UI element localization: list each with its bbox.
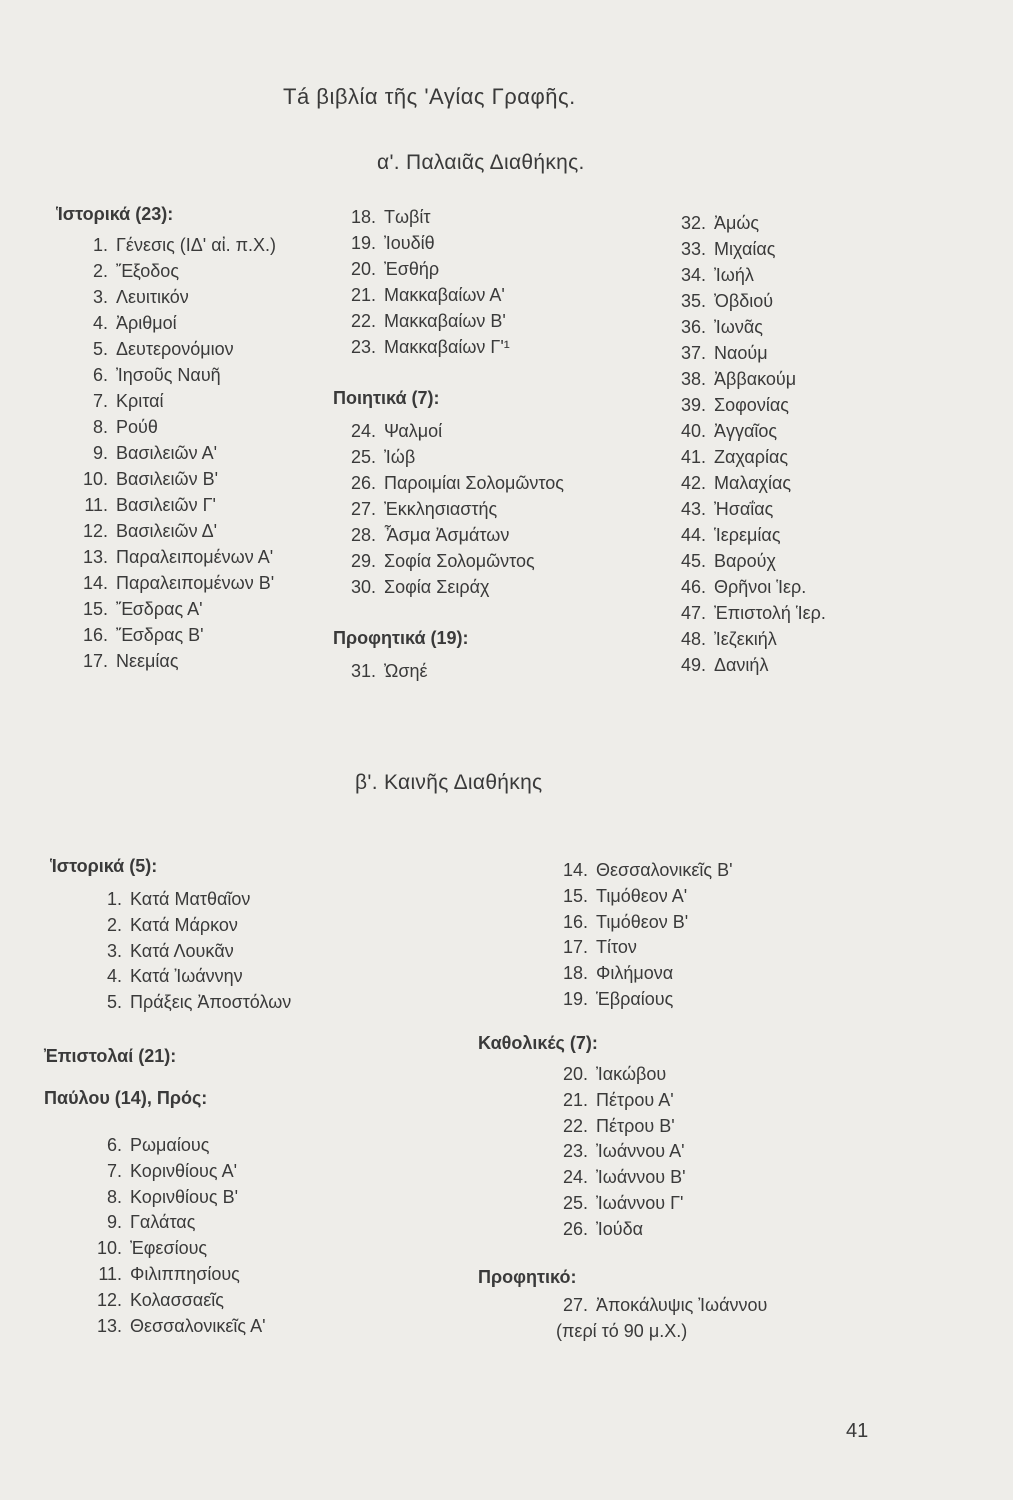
book-number: 4. [106,966,122,987]
book-entry [662,340,826,366]
ot-historical-label: Ἱστορικά (23): [56,204,174,224]
book-name: Ἰεζεκιήλ [714,629,777,649]
book-number: 17. [562,937,588,958]
book-entry [540,1191,686,1217]
book-name: Ἰωνᾶς [714,317,763,337]
book-name: Τιμόθεον Β' [596,911,689,932]
book-name: Ἠσαΐας [714,499,774,519]
book-entry [78,990,291,1016]
book-number: 1. [92,235,108,255]
book-number: 30. [350,577,376,597]
page-number: 41 [846,1420,869,1442]
book-entry [332,334,510,360]
book-entry [540,1217,686,1243]
book-entry [540,961,733,987]
book-entry [662,496,826,522]
book-entry [662,626,826,652]
book-entry [662,574,826,600]
book-number: 36. [680,317,706,337]
book-number: 6. [106,1135,122,1155]
book-name: Ζαχαρίας [714,447,789,467]
book-number: 25. [562,1192,588,1213]
book-number: 2. [106,914,122,935]
book-entry [662,236,826,262]
nt-catholic-list [540,1062,686,1243]
book-entry [78,887,291,913]
book-number: 21. [350,285,376,305]
book-entry [64,492,276,518]
book-entry [662,444,826,470]
book-number: 4. [92,313,108,333]
ot-heading: α'. Παλαιᾶς Διαθήκης. [377,151,585,174]
book-name: Σοφονίας [714,395,789,415]
book-entry [64,648,276,674]
book-number: 23. [350,337,376,357]
book-number: 15. [562,885,588,906]
book-name: Βασιλειῶν Β' [116,469,219,489]
book-number: 32. [680,213,706,233]
book-entry [64,388,276,414]
book-name: Ἐπιστολή Ἱερ. [714,603,826,623]
book-name: Ὠσηέ [384,661,428,681]
book-entry [332,548,564,574]
nt-historical-list [78,887,291,1016]
book-entry [662,288,826,314]
book-number: 18. [562,963,588,984]
book-entry [64,570,276,596]
nt-paul-right-list [540,858,733,1013]
book-entry [78,1210,266,1236]
book-name: Βασιλειῶν Α' [116,443,218,463]
book-entry [78,964,291,990]
book-entry [662,600,826,626]
book-name: Πράξεις Ἀποστόλων [130,992,292,1013]
book-number: 11. [84,495,108,515]
book-number: 19. [350,233,376,253]
book-number: 6. [92,365,108,385]
book-number: 14. [82,573,108,593]
book-name: Βασιλειῶν Γ' [116,495,216,515]
book-number: 9. [106,1212,122,1233]
book-number: 47. [680,603,706,623]
book-name: Κατά Μάρκον [130,914,238,935]
nt-prophetic-label: Προφητικό: [478,1267,577,1287]
book-name: Ἰούδα [596,1218,644,1239]
book-entry [64,466,276,492]
book-name: Ὀβδιού [714,291,774,311]
book-entry [78,939,291,965]
book-name: Νεεμίας [116,651,179,671]
book-number: 29. [350,551,376,571]
book-entry [64,362,276,388]
book-entry [662,418,826,444]
book-entry [332,204,510,230]
book-name: Πέτρου Α' [596,1089,674,1110]
book-name: Κατά Ἰωάννην [130,966,243,987]
book-name: Ἰωάννου Α' [596,1141,685,1162]
book-entry [64,544,276,570]
book-name: Ἆσμα Ἀσμάτων [384,525,510,545]
book-name: Βαρούχ [714,551,776,571]
book-name: Φιλήμονα [596,963,674,984]
book-number: 12. [96,1289,122,1310]
nt-catholic-label: Καθολικές (7): [478,1033,598,1053]
book-entry [540,1088,686,1114]
book-name: Κριταί [116,391,164,411]
book-number: 38. [680,369,706,389]
book-entry [78,1262,266,1288]
ot-col2-poetic-list [332,418,564,600]
book-name: Μαλαχίας [714,473,792,493]
book-entry [662,366,826,392]
book-name: Ἀριθμοί [116,313,177,333]
book-entry [64,414,276,440]
book-name: Ἰακώβου [596,1064,667,1084]
book-name: Παραλειπομένων Β' [116,573,275,593]
book-name: Σοφία Σολομῶντος [384,551,535,571]
book-entry [332,444,564,470]
book-entry [332,282,510,308]
book-entry [662,210,826,236]
book-number: 46. [680,577,706,597]
book-number: 42. [680,473,706,493]
book-number: 40. [680,421,706,441]
book-number: 14. [562,860,588,880]
book-number: 11. [98,1263,122,1284]
book-name: Ἑβραίους [596,988,674,1009]
book-name: Φιλιππησίους [130,1263,240,1284]
book-entry [332,418,564,444]
book-name: Ἰωήλ [714,265,754,285]
book-number: 8. [92,417,108,437]
book-entry [332,470,564,496]
book-number: 7. [106,1160,122,1181]
book-entry [540,935,733,961]
nt-paul-label: Παύλου (14), Πρός: [44,1088,208,1108]
book-name: Ἀμώς [714,213,760,233]
book-number: 12. [82,521,108,541]
book-number: 37. [680,343,706,363]
book-name: Ἔσδρας Β' [116,625,204,645]
page-title: Tá βιβλία τῆς 'Αγίας Γραφῆς. [283,84,576,109]
book-entry [332,496,564,522]
book-entry [78,1288,266,1314]
book-name: Βασιλειῶν Δ' [116,521,218,541]
book-entry [78,1314,266,1340]
book-number: 17. [82,651,108,671]
book-name: Μακκαβαίων Γ'¹ [384,337,510,357]
book-entry [540,1062,686,1088]
nt-epistles-label: Ἐπιστολαί (21): [44,1046,177,1066]
book-name: Ἐκκλησιαστής [384,499,498,519]
book-entry [64,232,276,258]
book-entry [540,1293,767,1319]
book-number: 19. [562,988,588,1009]
book-entry [332,230,510,256]
book-entry [332,308,510,334]
book-number: 16. [562,911,588,932]
book-number: 3. [106,940,122,961]
nt-heading: β'. Καινῆς Διαθήκης [355,771,543,794]
nt-prophetic-note: (περί τό 90 μ.Χ.) [556,1321,688,1341]
book-entry [78,1133,266,1159]
book-entry [540,1165,686,1191]
book-name: Ψαλμοί [384,421,443,441]
book-name: Ἐσθήρ [384,259,440,279]
nt-paul-left-list [78,1133,266,1339]
book-number: 5. [92,339,108,359]
book-name: Κατά Ματθαῖον [130,889,251,909]
book-number: 24. [562,1167,588,1188]
book-number: 16. [82,625,108,645]
book-number: 39. [680,395,706,415]
book-number: 13. [96,1315,122,1336]
book-number: 15. [82,599,108,619]
book-name: Ἰώβ [384,447,416,467]
book-entry [332,522,564,548]
book-entry [64,284,276,310]
book-name: Ἰουδίθ [384,233,435,253]
ot-prophetic-label: Προφητικά (19): [333,628,469,648]
book-name: Ἔξοδος [116,261,179,281]
book-number: 31. [350,661,376,681]
book-number: 43. [680,499,706,519]
book-name: Ἰωάννου Γ' [596,1192,684,1213]
book-name: Γαλάτας [130,1212,196,1233]
nt-historical-label: Ἱστορικά (5): [50,856,158,876]
book-name: Κορινθίους Α' [130,1160,238,1181]
book-entry [78,1159,266,1185]
book-name: Δευτερονόμιον [116,339,234,359]
book-entry [540,884,733,910]
book-number: 13. [82,547,108,567]
book-name: Τιμόθεον Α' [596,885,688,906]
book-name: Κορινθίους Β' [130,1186,239,1207]
book-name: Δανιήλ [714,655,769,675]
book-entry [662,522,826,548]
book-number: 9. [92,443,108,463]
book-number: 44. [680,525,706,545]
book-number: 27. [350,499,376,519]
book-name: Τωβίτ [384,207,431,227]
book-entry [64,336,276,362]
book-entry [64,596,276,622]
book-name: Ἐφεσίους [130,1238,208,1259]
book-name: Ἰησοῦς Ναυῆ [116,365,221,385]
book-entry [78,913,291,939]
book-number: 20. [350,259,376,279]
book-entry [332,574,564,600]
book-name: Ἰωάννου Β' [596,1167,686,1188]
book-entry [540,910,733,936]
book-name: Θρῆνοι Ἱερ. [714,577,807,597]
book-name: Ἀγγαῖος [714,421,778,441]
book-name: Μακκαβαίων Α' [384,285,505,305]
book-number: 10. [82,469,108,489]
book-entry [540,858,733,884]
book-number: 18. [350,207,376,227]
book-entry [540,1139,686,1165]
book-number: 7. [92,391,108,411]
book-name: Σοφία Σειράχ [384,577,490,597]
book-entry [64,440,276,466]
book-number: 10. [96,1238,122,1259]
book-name: Ἔσδρας Α' [116,599,203,619]
book-name: Ἀποκάλυψις Ἰωάννου [596,1295,768,1315]
book-number: 25. [350,447,376,467]
book-number: 2. [92,261,108,281]
book-number: 41. [680,447,706,467]
ot-col1-list [64,232,276,674]
book-number: 45. [680,551,706,571]
book-entry [540,1114,686,1140]
book-number: 35. [680,291,706,311]
book-number: 34. [680,265,706,285]
book-entry [332,256,510,282]
book-number: 20. [562,1064,588,1084]
book-entry [662,314,826,340]
book-entry [662,262,826,288]
ot-col3-list [662,210,826,678]
book-number: 48. [680,629,706,649]
book-entry [78,1185,266,1211]
nt-prophetic-list [540,1293,767,1319]
book-number: 33. [680,239,706,259]
book-number: 28. [350,525,376,545]
ot-poetic-label: Ποιητικά (7): [333,388,440,408]
ot-col2-prophetic-list [332,658,427,684]
book-name: Παραλειπομένων Α' [116,547,274,567]
book-number: 22. [562,1115,588,1136]
book-entry [540,987,733,1013]
book-number: 26. [562,1218,588,1239]
book-name: Πέτρου Β' [596,1115,675,1136]
book-name: Τίτον [596,937,637,958]
book-entry [662,392,826,418]
book-entry [662,548,826,574]
book-entry [64,622,276,648]
book-name: Θεσσαλονικεῖς Α' [130,1315,266,1336]
book-entry [662,470,826,496]
book-entry [64,310,276,336]
book-number: 5. [106,992,122,1013]
book-number: 24. [350,421,376,441]
book-name: Ἀββακούμ [714,369,797,389]
book-number: 8. [106,1186,122,1207]
book-entry [64,518,276,544]
book-number: 22. [350,311,376,331]
book-name: Παροιμίαι Σολομῶντος [384,473,564,493]
book-name: Ναούμ [714,343,768,363]
book-number: 27. [562,1295,588,1315]
book-entry [662,652,826,678]
ot-col2-historical-list [332,204,510,360]
book-name: Μακκαβαίων Β' [384,311,506,331]
book-entry [332,658,427,684]
book-name: Κατά Λουκᾶν [130,940,234,961]
book-entry [78,1236,266,1262]
book-number: 21. [562,1089,588,1110]
book-name: Μιχαίας [714,239,776,259]
book-entry [64,258,276,284]
book-name: Θεσσαλονικεῖς Β' [596,860,733,880]
book-name: Ρωμαίους [130,1135,210,1155]
book-number: 49. [680,655,706,675]
book-name: Λευιτικόν [116,287,189,307]
book-name: Γένεσις (ΙΔ' αἰ. π.Χ.) [116,235,277,255]
book-name: Ἱερεμίας [714,525,781,545]
book-number: 23. [562,1141,588,1162]
book-number: 1. [106,889,122,909]
book-name: Κολασσαεῖς [130,1289,224,1310]
book-name: Ρούθ [116,417,158,437]
book-number: 3. [92,287,108,307]
book-number: 26. [350,473,376,493]
